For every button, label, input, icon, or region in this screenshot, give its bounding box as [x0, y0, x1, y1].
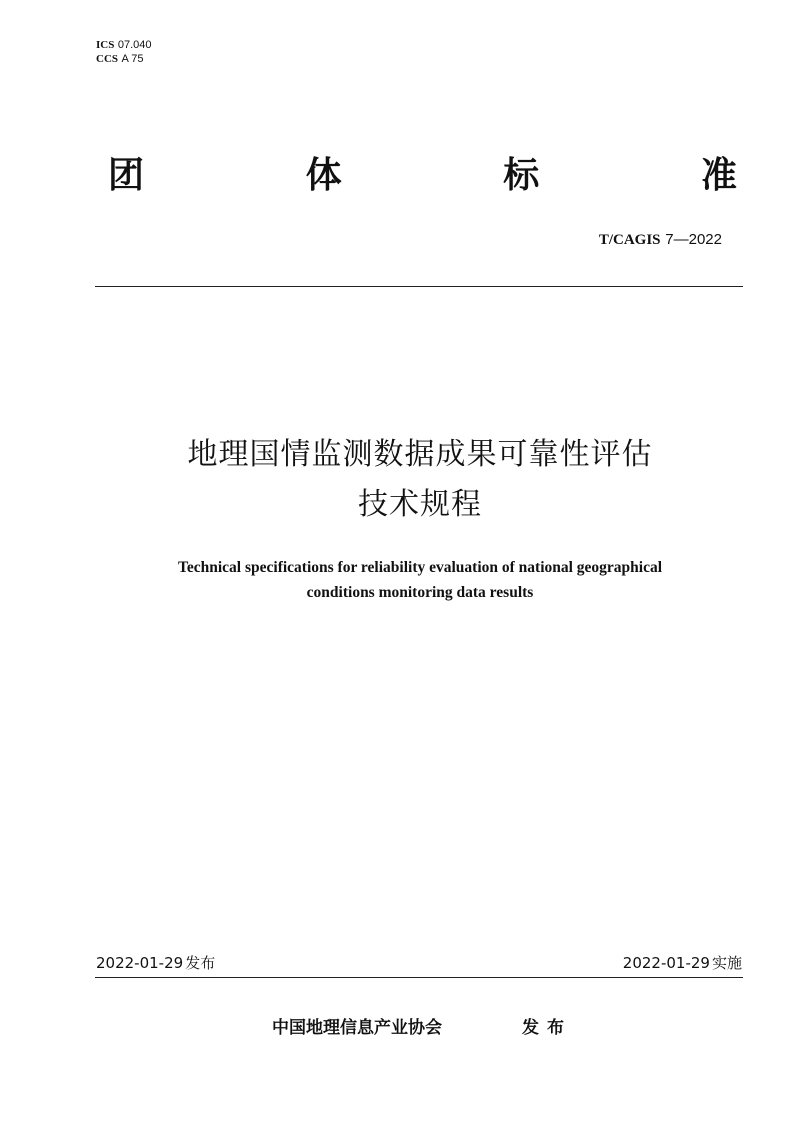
ccs-value: A 75	[121, 53, 144, 65]
publish-date-value: 2022-01-29	[96, 954, 184, 972]
standard-number-suffix: 7—2022	[665, 231, 722, 248]
ics-code	[96, 38, 152, 52]
bottom-divider	[95, 977, 743, 978]
english-title	[0, 555, 800, 605]
chinese-title-line-1: 地理国情监测数据成果可靠性评估	[187, 437, 653, 472]
publish-date-label: 发布	[185, 954, 216, 972]
implement-date-label: 实施	[711, 954, 742, 972]
standard-number	[599, 229, 722, 250]
chinese-title-line-2: 技术规程	[358, 487, 482, 522]
implement-date-value: 2022-01-29	[622, 954, 710, 972]
standard-number-prefix: T/CAGIS	[598, 232, 661, 248]
english-title-line-2: conditions monitoring data results	[306, 584, 534, 601]
chinese-title	[0, 430, 800, 530]
standard-type-char: 体	[305, 155, 342, 196]
publish-date	[96, 952, 215, 974]
classification-codes	[96, 38, 152, 66]
ics-value: 07.040	[117, 39, 152, 51]
standard-type-char: 标	[503, 155, 540, 196]
publisher-name: 中国地理信息产业协会	[272, 1018, 442, 1038]
standard-type-heading	[105, 152, 740, 200]
standard-type-char: 团	[107, 155, 144, 196]
ics-label: ICS	[96, 39, 115, 51]
standard-type-char: 准	[700, 155, 737, 196]
top-divider	[95, 286, 743, 287]
implement-date	[623, 952, 742, 974]
english-title-line-1: Technical specifications for reliability evaluation of national geographical	[177, 559, 663, 576]
publisher-action-label: 发布	[522, 1018, 572, 1038]
ccs-label: CCS	[96, 53, 119, 65]
ccs-code	[96, 52, 152, 66]
